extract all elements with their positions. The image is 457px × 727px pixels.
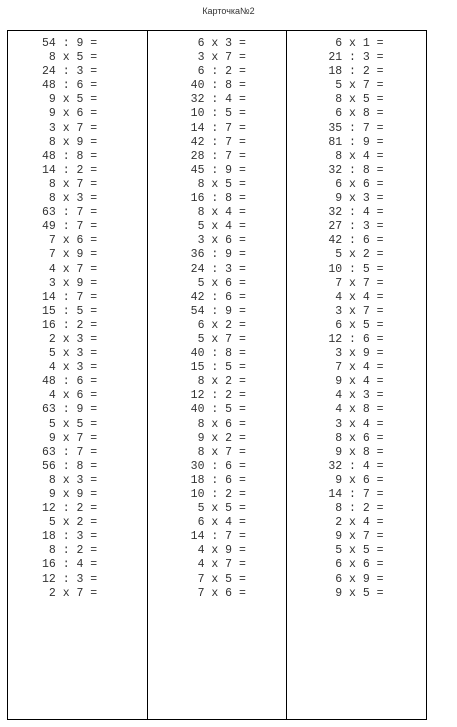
exercise-row: 56 : 8 = <box>42 459 98 473</box>
exercise-row: 5 x 4 = <box>190 220 246 234</box>
exercise-row: 3 x 9 = <box>328 347 384 361</box>
exercise-row: 4 x 8 = <box>328 403 384 417</box>
exercise-row: 8 x 4 = <box>328 149 384 163</box>
exercise-row: 27 : 3 = <box>328 220 384 234</box>
exercise-row: 40 : 8 = <box>190 79 246 93</box>
exercise-row: 9 x 8 = <box>328 445 384 459</box>
exercise-row: 18 : 3 = <box>42 530 98 544</box>
exercise-row: 8 x 7 = <box>42 177 98 191</box>
exercise-row: 7 x 7 = <box>328 276 384 290</box>
exercise-row: 48 : 6 = <box>42 375 98 389</box>
exercise-row: 32 : 4 = <box>328 459 384 473</box>
exercise-row: 6 x 5 = <box>328 318 384 332</box>
exercise-row: 32 : 8 = <box>328 163 384 177</box>
exercise-row: 12 : 2 = <box>190 389 246 403</box>
exercise-row: 5 x 6 = <box>190 276 246 290</box>
exercise-row: 9 x 7 = <box>42 431 98 445</box>
exercise-row: 21 : 3 = <box>328 51 384 65</box>
exercise-row: 49 : 7 = <box>42 220 98 234</box>
exercise-row: 6 x 6 = <box>328 177 384 191</box>
exercise-row: 54 : 9 = <box>190 304 246 318</box>
exercise-row: 32 : 4 = <box>190 93 246 107</box>
exercise-row: 3 x 7 = <box>42 121 98 135</box>
exercise-row: 14 : 2 = <box>42 163 98 177</box>
exercise-row: 6 x 6 = <box>328 558 384 572</box>
exercise-row: 3 x 6 = <box>190 234 246 248</box>
exercise-row: 48 : 6 = <box>42 79 98 93</box>
exercise-row: 6 x 8 = <box>328 107 384 121</box>
exercise-row: 36 : 9 = <box>190 248 246 262</box>
exercise-row: 35 : 7 = <box>328 121 384 135</box>
exercise-row: 2 x 7 = <box>42 586 98 600</box>
exercise-row: 10 : 5 = <box>328 262 384 276</box>
exercise-row: 8 x 7 = <box>190 445 246 459</box>
exercise-row: 63 : 9 = <box>42 403 98 417</box>
exercise-row: 10 : 5 = <box>190 107 246 121</box>
exercise-row: 6 x 1 = <box>328 37 384 50</box>
exercise-row: 24 : 3 = <box>190 262 246 276</box>
exercise-column-1 <box>8 31 147 719</box>
exercise-row: 4 x 4 = <box>328 290 384 304</box>
exercise-row: 7 x 4 = <box>328 361 384 375</box>
exercise-column-3 <box>286 31 426 719</box>
exercise-row: 2 x 3 = <box>42 332 98 346</box>
exercise-row: 30 : 6 = <box>190 459 246 473</box>
exercise-row: 10 : 2 = <box>190 488 246 501</box>
exercise-row: 40 : 8 = <box>190 347 246 361</box>
exercise-row: 5 x 7 = <box>190 332 246 346</box>
exercise-row: 6 x 9 = <box>328 572 384 586</box>
exercise-row: 7 x 6 = <box>190 586 246 600</box>
exercise-row: 42 : 6 = <box>328 234 384 248</box>
exercise-row: 4 x 3 = <box>42 361 98 375</box>
exercise-row: 14 : 7 = <box>42 290 98 304</box>
exercise-row: 8 x 5 = <box>328 93 384 107</box>
exercise-row: 42 : 7 = <box>190 135 246 149</box>
exercise-row: 4 x 7 = <box>190 558 246 572</box>
exercise-row: 15 : 5 = <box>42 304 98 318</box>
exercise-row: 4 x 7 = <box>42 262 98 276</box>
exercise-row: 9 x 6 = <box>42 107 98 121</box>
exercise-row: 9 x 9 = <box>42 488 98 501</box>
exercise-row: 5 x 2 = <box>42 516 98 530</box>
exercise-row: 5 x 5 = <box>42 417 98 431</box>
exercise-row: 18 : 2 = <box>328 65 384 79</box>
exercise-row: 3 x 7 = <box>328 304 384 318</box>
exercise-row: 12 : 2 = <box>42 502 98 516</box>
exercise-row: 2 x 4 = <box>328 516 384 530</box>
exercise-row: 32 : 4 = <box>328 206 384 220</box>
exercise-row: 63 : 7 = <box>42 445 98 459</box>
exercise-row: 8 x 9 = <box>42 135 98 149</box>
exercise-row: 14 : 7 = <box>328 488 384 501</box>
exercise-row: 9 x 7 = <box>328 530 384 544</box>
exercise-row: 63 : 7 = <box>42 206 98 220</box>
exercise-row: 7 x 5 = <box>190 572 246 586</box>
exercise-row: 40 : 5 = <box>190 403 246 417</box>
exercise-row: 3 x 9 = <box>42 276 98 290</box>
exercise-row: 9 x 2 = <box>190 431 246 445</box>
exercise-row: 24 : 3 = <box>42 65 98 79</box>
exercise-row: 18 : 6 = <box>190 473 246 487</box>
exercise-row: 48 : 8 = <box>42 149 98 163</box>
exercise-row: 5 x 3 = <box>42 347 98 361</box>
exercise-row: 8 x 3 = <box>42 192 98 206</box>
exercise-row: 14 : 7 = <box>190 121 246 135</box>
exercise-row: 3 x 7 = <box>190 51 246 65</box>
exercise-row: 16 : 8 = <box>190 192 246 206</box>
exercise-row: 81 : 9 = <box>328 135 384 149</box>
exercise-row: 45 : 9 = <box>190 163 246 177</box>
exercise-row: 9 x 5 = <box>328 586 384 600</box>
exercise-row: 9 x 6 = <box>328 473 384 487</box>
card-title: Карточка№2 <box>202 6 255 16</box>
exercise-row: 8 : 2 = <box>42 544 98 558</box>
exercise-row: 28 : 7 = <box>190 149 246 163</box>
exercise-row: 8 x 4 = <box>190 206 246 220</box>
exercise-row: 8 x 2 = <box>190 375 246 389</box>
exercise-row: 16 : 4 = <box>42 558 98 572</box>
exercise-row: 12 : 3 = <box>42 572 98 586</box>
exercise-row: 6 x 2 = <box>190 318 246 332</box>
exercise-row: 9 x 3 = <box>328 192 384 206</box>
exercise-row: 6 x 3 = <box>190 37 246 50</box>
exercise-row: 5 x 7 = <box>328 79 384 93</box>
exercise-row: 8 x 5 = <box>42 51 98 65</box>
exercise-row: 7 x 9 = <box>42 248 98 262</box>
exercise-row: 14 : 7 = <box>190 530 246 544</box>
exercise-row: 54 : 9 = <box>42 37 98 50</box>
exercise-row: 5 x 2 = <box>328 248 384 262</box>
exercise-row: 9 x 4 = <box>328 375 384 389</box>
exercise-row: 8 x 3 = <box>42 473 98 487</box>
exercise-row: 16 : 2 = <box>42 318 98 332</box>
exercise-row: 9 x 5 = <box>42 93 98 107</box>
exercise-row: 6 x 4 = <box>190 516 246 530</box>
exercise-row: 15 : 5 = <box>190 361 246 375</box>
exercise-row: 42 : 6 = <box>190 290 246 304</box>
exercise-row: 6 : 2 = <box>190 65 246 79</box>
exercise-row: 5 x 5 = <box>190 502 246 516</box>
exercise-table <box>7 30 427 720</box>
exercise-row: 4 x 9 = <box>190 544 246 558</box>
exercise-row: 8 x 5 = <box>190 177 246 191</box>
exercise-row: 8 x 6 = <box>190 417 246 431</box>
exercise-column-2 <box>147 31 287 719</box>
exercise-row: 12 : 6 = <box>328 332 384 346</box>
exercise-row: 5 x 5 = <box>328 544 384 558</box>
exercise-row: 3 x 4 = <box>328 417 384 431</box>
exercise-row: 8 x 6 = <box>328 431 384 445</box>
exercise-row: 4 x 3 = <box>328 389 384 403</box>
exercise-row: 8 : 2 = <box>328 502 384 516</box>
exercise-row: 7 x 6 = <box>42 234 98 248</box>
exercise-row: 4 x 6 = <box>42 389 98 403</box>
